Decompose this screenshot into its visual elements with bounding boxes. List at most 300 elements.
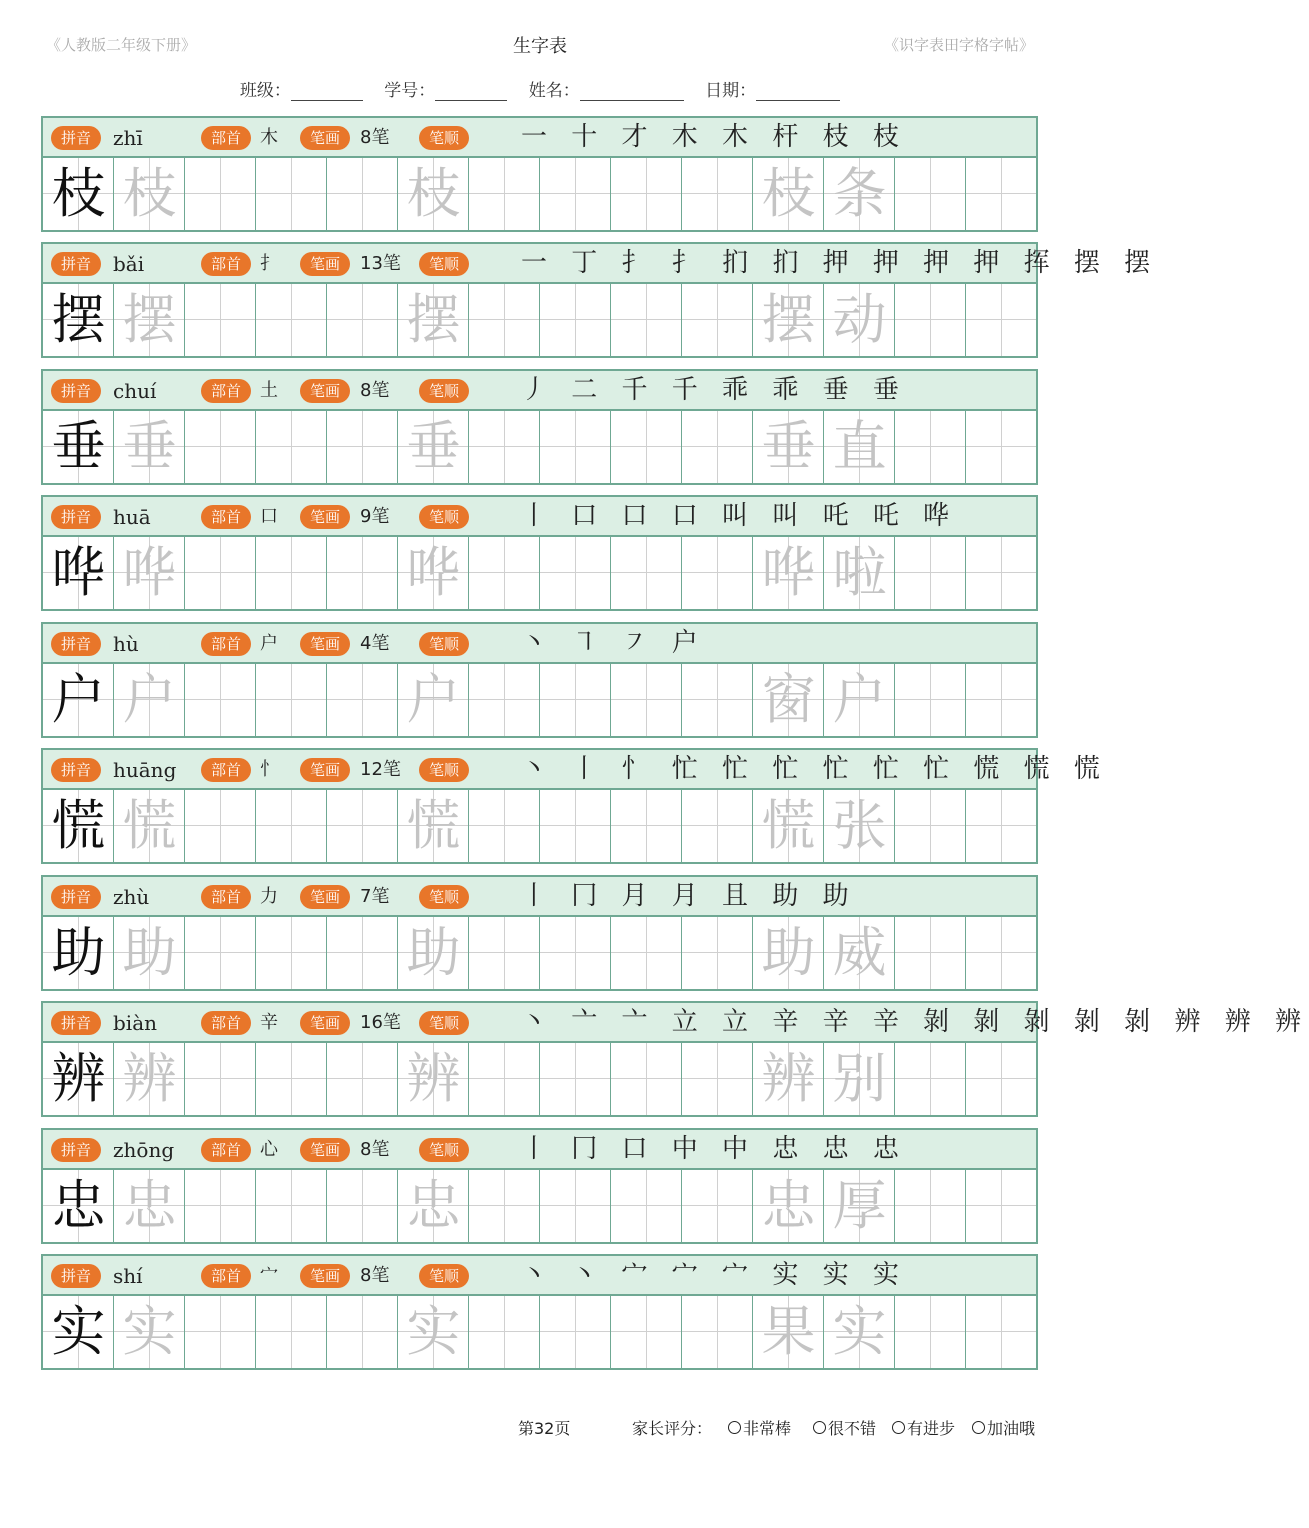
date-field bbox=[705, 76, 840, 101]
practice-cell[interactable] bbox=[682, 790, 753, 862]
practice-cell[interactable] bbox=[43, 284, 114, 356]
practice-cell[interactable] bbox=[327, 1170, 398, 1242]
rating-option-progress[interactable] bbox=[892, 1416, 955, 1439]
practice-cell[interactable] bbox=[824, 917, 895, 989]
stroke-count-badge: 笔画 bbox=[300, 1138, 350, 1162]
trace-character: 摆 bbox=[122, 288, 177, 351]
rating-label: 非常棒 bbox=[743, 1419, 792, 1438]
model-character: 户 bbox=[51, 668, 106, 731]
character-info-header bbox=[43, 1130, 1036, 1170]
stroke-order-badge: 笔顺 bbox=[419, 379, 469, 403]
character-info-header bbox=[43, 624, 1036, 664]
word-character: 啦 bbox=[832, 541, 887, 604]
radical-badge: 部首 bbox=[201, 758, 251, 782]
practice-cell[interactable] bbox=[398, 158, 469, 230]
model-character: 辨 bbox=[51, 1047, 106, 1110]
practice-cell[interactable] bbox=[256, 284, 327, 356]
word-character: 助 bbox=[761, 921, 816, 984]
practice-cell[interactable] bbox=[682, 411, 753, 483]
radical-value: 力 bbox=[260, 886, 278, 907]
practice-cell[interactable] bbox=[540, 790, 611, 862]
practice-cell[interactable] bbox=[895, 158, 966, 230]
writing-grid bbox=[43, 158, 1036, 230]
character-block bbox=[41, 369, 1038, 485]
stroke-count-value: 13笔 bbox=[360, 253, 401, 274]
stroke-order-sequence: 丶 亠 亠 立 立 辛 辛 辛 剝 剝 剝 剝 剝 辨 辨 辨 bbox=[521, 1007, 1309, 1037]
practice-cell[interactable] bbox=[114, 411, 185, 483]
practice-cell[interactable] bbox=[753, 1296, 824, 1368]
character-block bbox=[41, 242, 1159, 358]
word-character: 威 bbox=[832, 921, 887, 984]
stroke-order-badge: 笔顺 bbox=[419, 1011, 469, 1035]
practice-cell[interactable] bbox=[43, 664, 114, 736]
practice-cell[interactable] bbox=[824, 411, 895, 483]
practice-cell[interactable] bbox=[753, 917, 824, 989]
practice-cell[interactable] bbox=[398, 790, 469, 862]
practice-cell[interactable] bbox=[114, 1043, 185, 1115]
pinyin-value: shí bbox=[113, 1264, 143, 1288]
writing-grid bbox=[43, 537, 1036, 609]
practice-cell[interactable] bbox=[398, 284, 469, 356]
practice-cell[interactable] bbox=[540, 158, 611, 230]
word-character: 实 bbox=[832, 1300, 887, 1363]
radical-value: 扌 bbox=[260, 253, 278, 274]
rating-option-keep-going[interactable] bbox=[972, 1416, 1035, 1439]
practice-cell[interactable] bbox=[966, 537, 1036, 609]
practice-cell[interactable] bbox=[611, 917, 682, 989]
stroke-order-badge: 笔顺 bbox=[419, 758, 469, 782]
number-input[interactable] bbox=[435, 82, 507, 101]
student-info bbox=[0, 76, 1080, 101]
word-character: 辨 bbox=[761, 1047, 816, 1110]
practice-cell[interactable] bbox=[469, 411, 540, 483]
trace-character: 慌 bbox=[122, 794, 177, 857]
name-input[interactable] bbox=[580, 82, 684, 101]
practice-cell[interactable] bbox=[398, 1296, 469, 1368]
practice-cell[interactable] bbox=[43, 158, 114, 230]
practice-cell[interactable] bbox=[895, 284, 966, 356]
stroke-count-badge: 笔画 bbox=[300, 885, 350, 909]
radical-value: 木 bbox=[260, 127, 278, 148]
radical-badge: 部首 bbox=[201, 505, 251, 529]
practice-cell[interactable] bbox=[895, 664, 966, 736]
stroke-count-value: 4笔 bbox=[360, 633, 390, 654]
practice-cell[interactable] bbox=[966, 1043, 1036, 1115]
writing-grid bbox=[43, 284, 1036, 356]
practice-cell[interactable] bbox=[398, 1043, 469, 1115]
practice-cell[interactable] bbox=[469, 1296, 540, 1368]
practice-cell[interactable] bbox=[256, 1296, 327, 1368]
practice-cell[interactable] bbox=[114, 537, 185, 609]
trace-character: 助 bbox=[406, 921, 461, 984]
stroke-order-sequence: 丶 丨 忄 忙 忙 忙 忙 忙 忙 慌 慌 慌 bbox=[521, 754, 1108, 784]
practice-cell[interactable] bbox=[327, 284, 398, 356]
trace-character: 哗 bbox=[406, 541, 461, 604]
date-input[interactable] bbox=[756, 82, 840, 101]
radical-value: 土 bbox=[260, 380, 278, 401]
practice-cell[interactable] bbox=[611, 537, 682, 609]
practice-cell[interactable] bbox=[753, 537, 824, 609]
character-info-header bbox=[43, 371, 1036, 411]
stroke-count-value: 7笔 bbox=[360, 886, 390, 907]
trace-character: 实 bbox=[122, 1300, 177, 1363]
practice-cell[interactable] bbox=[753, 1043, 824, 1115]
model-character: 实 bbox=[51, 1300, 106, 1363]
stroke-order-sequence: 一 丁 扌 扌 扪 扪 押 押 押 押 挥 摆 摆 bbox=[521, 248, 1159, 278]
practice-cell[interactable] bbox=[682, 1043, 753, 1115]
word-character: 垂 bbox=[761, 415, 816, 478]
pinyin-value: huā bbox=[113, 505, 151, 529]
practice-cell[interactable] bbox=[966, 284, 1036, 356]
trace-character: 助 bbox=[122, 921, 177, 984]
practice-cell[interactable] bbox=[43, 411, 114, 483]
practice-cell[interactable] bbox=[611, 284, 682, 356]
trace-character: 枝 bbox=[406, 162, 461, 225]
stroke-count-badge: 笔画 bbox=[300, 758, 350, 782]
rating-label: 很不错 bbox=[828, 1419, 877, 1438]
practice-cell[interactable] bbox=[256, 537, 327, 609]
practice-cell[interactable] bbox=[824, 1170, 895, 1242]
practice-cell[interactable] bbox=[398, 917, 469, 989]
practice-cell[interactable] bbox=[43, 917, 114, 989]
class-input[interactable] bbox=[291, 82, 363, 101]
practice-cell[interactable] bbox=[469, 917, 540, 989]
practice-cell[interactable] bbox=[185, 790, 256, 862]
model-character: 忠 bbox=[51, 1174, 106, 1237]
practice-cell[interactable] bbox=[895, 1170, 966, 1242]
stroke-count-badge: 笔画 bbox=[300, 252, 350, 276]
practice-cell[interactable] bbox=[895, 537, 966, 609]
practice-cell[interactable] bbox=[114, 790, 185, 862]
radio-circle-icon bbox=[813, 1421, 826, 1434]
practice-cell[interactable] bbox=[540, 537, 611, 609]
practice-cell[interactable] bbox=[185, 917, 256, 989]
practice-cell[interactable] bbox=[43, 790, 114, 862]
practice-cell[interactable] bbox=[682, 284, 753, 356]
word-character: 忠 bbox=[761, 1174, 816, 1237]
practice-cell[interactable] bbox=[185, 664, 256, 736]
practice-cell[interactable] bbox=[895, 411, 966, 483]
practice-cell[interactable] bbox=[824, 664, 895, 736]
practice-cell[interactable] bbox=[469, 1043, 540, 1115]
practice-cell[interactable] bbox=[753, 158, 824, 230]
practice-cell[interactable] bbox=[114, 664, 185, 736]
trace-character: 忠 bbox=[122, 1174, 177, 1237]
stroke-count-badge: 笔画 bbox=[300, 379, 350, 403]
practice-cell[interactable] bbox=[966, 917, 1036, 989]
practice-cell[interactable] bbox=[682, 158, 753, 230]
trace-character: 忠 bbox=[406, 1174, 461, 1237]
practice-cell[interactable] bbox=[611, 790, 682, 862]
trace-character: 垂 bbox=[406, 415, 461, 478]
trace-character: 辨 bbox=[122, 1047, 177, 1110]
pinyin-value: hù bbox=[113, 632, 139, 656]
trace-character: 枝 bbox=[122, 162, 177, 225]
stroke-order-sequence: 丿 二 千 千 乖 乖 垂 垂 bbox=[521, 375, 907, 405]
stroke-order-badge: 笔顺 bbox=[419, 885, 469, 909]
name-label: 姓名： bbox=[528, 81, 580, 101]
writing-grid bbox=[43, 790, 1036, 862]
character-info-header bbox=[43, 244, 1159, 284]
radical-value: 宀 bbox=[260, 1265, 278, 1286]
pinyin-value: biàn bbox=[113, 1011, 158, 1035]
practice-cell[interactable] bbox=[185, 158, 256, 230]
model-character: 哗 bbox=[51, 541, 106, 604]
stroke-count-value: 16笔 bbox=[360, 1012, 401, 1033]
character-block bbox=[41, 1254, 1038, 1370]
practice-cell[interactable] bbox=[43, 1043, 114, 1115]
practice-cell[interactable] bbox=[114, 158, 185, 230]
number-field bbox=[384, 76, 507, 101]
stroke-count-value: 8笔 bbox=[360, 380, 390, 401]
class-label: 班级： bbox=[239, 81, 291, 101]
practice-cell[interactable] bbox=[469, 158, 540, 230]
stroke-order-sequence: 丶 丶 宀 宀 宀 实 实 实 bbox=[521, 1260, 907, 1290]
practice-cell[interactable] bbox=[327, 790, 398, 862]
practice-cell[interactable] bbox=[398, 664, 469, 736]
practice-cell[interactable] bbox=[256, 664, 327, 736]
page-number: 第32页 bbox=[518, 1419, 571, 1438]
practice-cell[interactable] bbox=[611, 158, 682, 230]
pinyin-value: huāng bbox=[113, 758, 177, 782]
practice-cell[interactable] bbox=[185, 1170, 256, 1242]
pinyin-badge: 拼音 bbox=[51, 1011, 101, 1035]
character-info-header bbox=[43, 497, 1036, 537]
practice-cell[interactable] bbox=[256, 917, 327, 989]
radical-value: 户 bbox=[260, 633, 278, 654]
practice-cell[interactable] bbox=[540, 411, 611, 483]
pinyin-badge: 拼音 bbox=[51, 379, 101, 403]
character-block bbox=[41, 1001, 1309, 1117]
trace-character: 哗 bbox=[122, 541, 177, 604]
trace-character: 户 bbox=[122, 668, 177, 731]
practice-cell[interactable] bbox=[256, 1043, 327, 1115]
practice-cell[interactable] bbox=[682, 1296, 753, 1368]
trace-character: 户 bbox=[406, 668, 461, 731]
page-header bbox=[0, 30, 1080, 60]
stroke-count-value: 12笔 bbox=[360, 759, 401, 780]
word-character: 动 bbox=[832, 288, 887, 351]
practice-cell[interactable] bbox=[327, 158, 398, 230]
writing-grid bbox=[43, 917, 1036, 989]
practice-cell[interactable] bbox=[824, 537, 895, 609]
stroke-order-sequence: 一 十 才 木 木 杆 枝 枝 bbox=[521, 122, 907, 152]
pinyin-value: chuí bbox=[113, 379, 157, 403]
practice-cell[interactable] bbox=[185, 1296, 256, 1368]
practice-cell[interactable] bbox=[398, 537, 469, 609]
practice-cell[interactable] bbox=[540, 1170, 611, 1242]
practice-cell[interactable] bbox=[185, 411, 256, 483]
radical-value: 忄 bbox=[260, 759, 278, 780]
practice-cell[interactable] bbox=[540, 664, 611, 736]
practice-cell[interactable] bbox=[327, 917, 398, 989]
stroke-order-badge: 笔顺 bbox=[419, 632, 469, 656]
practice-cell[interactable] bbox=[753, 284, 824, 356]
practice-cell[interactable] bbox=[966, 158, 1036, 230]
practice-cell[interactable] bbox=[540, 917, 611, 989]
practice-cell[interactable] bbox=[753, 790, 824, 862]
practice-cell[interactable] bbox=[114, 917, 185, 989]
stroke-order-badge: 笔顺 bbox=[419, 252, 469, 276]
practice-cell[interactable] bbox=[895, 790, 966, 862]
stroke-count-value: 8笔 bbox=[360, 1265, 390, 1286]
stroke-count-badge: 笔画 bbox=[300, 632, 350, 656]
stroke-count-badge: 笔画 bbox=[300, 126, 350, 150]
practice-cell[interactable] bbox=[43, 1170, 114, 1242]
pinyin-value: zhōng bbox=[113, 1138, 175, 1162]
radical-badge: 部首 bbox=[201, 379, 251, 403]
practice-cell[interactable] bbox=[824, 284, 895, 356]
practice-cell[interactable] bbox=[185, 1043, 256, 1115]
character-block bbox=[41, 748, 1108, 864]
practice-cell[interactable] bbox=[895, 917, 966, 989]
practice-cell[interactable] bbox=[540, 284, 611, 356]
word-character: 户 bbox=[832, 668, 887, 731]
stroke-order-badge: 笔顺 bbox=[419, 505, 469, 529]
header-left: 《人教版二年级下册》 bbox=[46, 36, 197, 54]
character-block bbox=[41, 495, 1038, 611]
practice-cell[interactable] bbox=[611, 664, 682, 736]
practice-cell[interactable] bbox=[824, 1296, 895, 1368]
practice-cell[interactable] bbox=[398, 411, 469, 483]
radical-badge: 部首 bbox=[201, 632, 251, 656]
practice-cell[interactable] bbox=[469, 790, 540, 862]
writing-grid bbox=[43, 1170, 1036, 1242]
practice-cell[interactable] bbox=[185, 284, 256, 356]
radical-value: 辛 bbox=[260, 1012, 278, 1033]
pinyin-badge: 拼音 bbox=[51, 1138, 101, 1162]
radical-value: 口 bbox=[260, 506, 278, 527]
practice-cell[interactable] bbox=[966, 411, 1036, 483]
practice-cell[interactable] bbox=[43, 537, 114, 609]
practice-cell[interactable] bbox=[398, 1170, 469, 1242]
character-info-header bbox=[43, 118, 1036, 158]
practice-cell[interactable] bbox=[256, 411, 327, 483]
practice-cell[interactable] bbox=[682, 664, 753, 736]
practice-cell[interactable] bbox=[966, 664, 1036, 736]
practice-cell[interactable] bbox=[540, 1296, 611, 1368]
practice-cell[interactable] bbox=[682, 917, 753, 989]
radical-badge: 部首 bbox=[201, 252, 251, 276]
character-block bbox=[41, 875, 1038, 991]
word-character: 窗 bbox=[761, 668, 816, 731]
practice-cell[interactable] bbox=[327, 664, 398, 736]
practice-cell[interactable] bbox=[469, 284, 540, 356]
practice-cell[interactable] bbox=[966, 1296, 1036, 1368]
rating-option-good[interactable] bbox=[813, 1416, 876, 1439]
writing-grid bbox=[43, 411, 1036, 483]
pinyin-badge: 拼音 bbox=[51, 1264, 101, 1288]
number-label: 学号： bbox=[384, 81, 436, 101]
stroke-order-sequence: 丨 冂 月 月 且 助 助 bbox=[521, 881, 857, 911]
character-block bbox=[41, 622, 1038, 738]
word-character: 果 bbox=[761, 1300, 816, 1363]
practice-cell[interactable] bbox=[682, 537, 753, 609]
practice-cell[interactable] bbox=[114, 1170, 185, 1242]
practice-cell[interactable] bbox=[611, 1043, 682, 1115]
character-block bbox=[41, 116, 1038, 232]
stroke-count-value: 8笔 bbox=[360, 127, 390, 148]
practice-cell[interactable] bbox=[114, 284, 185, 356]
trace-character: 摆 bbox=[406, 288, 461, 351]
practice-cell[interactable] bbox=[611, 411, 682, 483]
stroke-order-badge: 笔顺 bbox=[419, 1264, 469, 1288]
radio-circle-icon bbox=[972, 1421, 985, 1434]
practice-cell[interactable] bbox=[540, 1043, 611, 1115]
trace-character: 垂 bbox=[122, 415, 177, 478]
practice-cell[interactable] bbox=[327, 1296, 398, 1368]
practice-cell[interactable] bbox=[185, 537, 256, 609]
page-footer bbox=[0, 1416, 1080, 1440]
character-info-header bbox=[43, 750, 1108, 790]
practice-cell[interactable] bbox=[824, 1043, 895, 1115]
stroke-order-sequence: 丨 口 口 口 叫 叫 吒 吒 哗 bbox=[521, 501, 958, 531]
radical-badge: 部首 bbox=[201, 1264, 251, 1288]
word-character: 摆 bbox=[761, 288, 816, 351]
stroke-order-sequence: 丶 ㇕ ㇇ 户 bbox=[521, 628, 706, 658]
word-character: 慌 bbox=[761, 794, 816, 857]
character-info-header bbox=[43, 877, 1036, 917]
model-character: 摆 bbox=[51, 288, 106, 351]
model-character: 慌 bbox=[51, 794, 106, 857]
practice-cell[interactable] bbox=[966, 1170, 1036, 1242]
practice-cell[interactable] bbox=[327, 537, 398, 609]
page-title: 生字表 bbox=[513, 36, 567, 57]
practice-cell[interactable] bbox=[753, 1170, 824, 1242]
pinyin-badge: 拼音 bbox=[51, 632, 101, 656]
model-character: 垂 bbox=[51, 415, 106, 478]
pinyin-badge: 拼音 bbox=[51, 505, 101, 529]
practice-cell[interactable] bbox=[256, 1170, 327, 1242]
pinyin-value: zhù bbox=[113, 885, 150, 909]
rating-label: 有进步 bbox=[907, 1419, 956, 1438]
word-character: 直 bbox=[832, 415, 887, 478]
practice-cell[interactable] bbox=[469, 664, 540, 736]
practice-cell[interactable] bbox=[256, 158, 327, 230]
practice-cell[interactable] bbox=[895, 1043, 966, 1115]
practice-cell[interactable] bbox=[43, 1296, 114, 1368]
practice-cell[interactable] bbox=[256, 790, 327, 862]
practice-cell[interactable] bbox=[824, 158, 895, 230]
practice-cell[interactable] bbox=[469, 1170, 540, 1242]
stroke-count-value: 9笔 bbox=[360, 506, 390, 527]
practice-cell[interactable] bbox=[966, 790, 1036, 862]
name-field bbox=[529, 76, 684, 101]
word-character: 厚 bbox=[832, 1174, 887, 1237]
pinyin-badge: 拼音 bbox=[51, 758, 101, 782]
model-character: 助 bbox=[51, 921, 106, 984]
word-character: 别 bbox=[832, 1047, 887, 1110]
practice-cell[interactable] bbox=[611, 1170, 682, 1242]
practice-cell[interactable] bbox=[611, 1296, 682, 1368]
radical-value: 心 bbox=[260, 1139, 278, 1160]
header-right: 《识字表田字格字帖》 bbox=[883, 36, 1034, 54]
practice-cell[interactable] bbox=[327, 411, 398, 483]
practice-cell[interactable] bbox=[895, 1296, 966, 1368]
practice-cell[interactable] bbox=[824, 790, 895, 862]
practice-cell[interactable] bbox=[682, 1170, 753, 1242]
stroke-order-badge: 笔顺 bbox=[419, 1138, 469, 1162]
radical-badge: 部首 bbox=[201, 1138, 251, 1162]
practice-cell[interactable] bbox=[753, 664, 824, 736]
rating-option-excellent[interactable] bbox=[728, 1416, 791, 1439]
practice-cell[interactable] bbox=[469, 537, 540, 609]
practice-cell[interactable] bbox=[327, 1043, 398, 1115]
stroke-count-badge: 笔画 bbox=[300, 505, 350, 529]
practice-cell[interactable] bbox=[753, 411, 824, 483]
pinyin-badge: 拼音 bbox=[51, 252, 101, 276]
practice-cell[interactable] bbox=[114, 1296, 185, 1368]
